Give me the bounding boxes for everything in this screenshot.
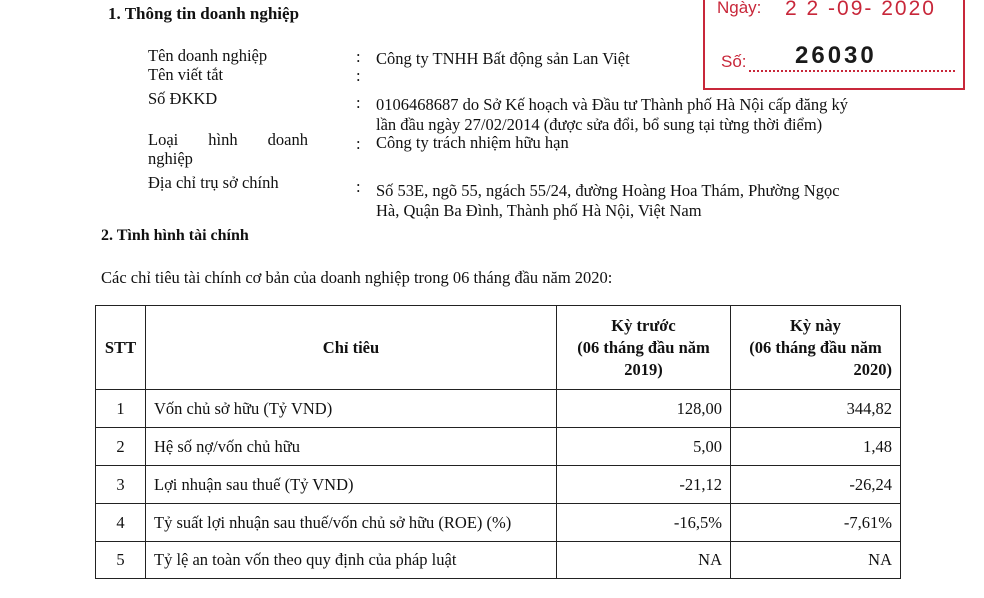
header-stt: STT: [96, 306, 146, 390]
cell-indicator: Hệ số nợ/vốn chủ hữu: [146, 428, 557, 466]
header-indicator: Chỉ tiêu: [146, 306, 557, 390]
table-row: [96, 504, 901, 542]
field-label-short-name: Tên viết tắt: [148, 65, 224, 84]
stamp-number-label: Số:: [721, 52, 747, 71]
field-colon: :: [356, 66, 361, 85]
header-curr-line3: 2020): [853, 359, 892, 379]
cell-previous: 5,00: [557, 428, 731, 466]
header-previous-period: [557, 306, 731, 390]
header-curr-line2: (06 tháng đầu năm: [749, 337, 882, 357]
header-current-period: [731, 306, 901, 390]
section-1-heading: 1. Thông tin doanh nghiệp: [108, 4, 300, 23]
cell-indicator: Tỷ suất lợi nhuận sau thuế/vốn chủ sở hữu (ROE) (%): [146, 504, 557, 542]
table-row: [96, 390, 901, 428]
header-prev-line3: 2019): [624, 359, 663, 379]
cell-current: 344,82: [731, 390, 901, 428]
cell-indicator: Lợi nhuận sau thuế (Tỷ VND): [146, 466, 557, 504]
table-header-row: [96, 306, 901, 390]
field-label-business-reg: Số ĐKKD: [148, 89, 218, 108]
field-value-business-reg-line2: lần đầu ngày 27/02/2014 (được sửa đổi, bổ sung tại từng thời điểm): [376, 115, 823, 134]
field-label-company-name: Tên doanh nghiệp: [148, 46, 268, 65]
received-stamp: [703, 0, 965, 90]
cell-current: 1,48: [731, 428, 901, 466]
cell-current: NA: [731, 542, 901, 579]
cell-stt: 5: [96, 542, 146, 579]
cell-stt: 1: [96, 390, 146, 428]
field-colon: :: [356, 177, 361, 196]
cell-indicator: Vốn chủ sở hữu (Tỷ VND): [146, 390, 557, 428]
header-curr-line1: Kỳ này: [790, 315, 841, 335]
cell-stt: 4: [96, 504, 146, 542]
field-colon: :: [356, 93, 361, 112]
field-value-company-name: Công ty TNHH Bất động sản Lan Việt: [376, 49, 630, 68]
cell-stt: 3: [96, 466, 146, 504]
field-label-headquarters: Địa chỉ trụ sở chính: [148, 173, 279, 192]
cell-indicator: Tỷ lệ an toàn vốn theo quy định của pháp luật: [146, 542, 557, 579]
section-2-heading: 2. Tình hình tài chính: [101, 227, 249, 244]
field-colon: :: [356, 47, 361, 66]
header-prev-line2: (06 tháng đầu năm: [577, 337, 710, 357]
cell-stt: 2: [96, 428, 146, 466]
stamp-number-value: 26030: [795, 42, 877, 69]
field-label-company-type: Loại hình doanh: [148, 130, 308, 149]
field-value-business-reg-line1: 0106468687 do Sở Kế hoạch và Đầu tư Thành phố Hà Nội cấp đăng ký: [376, 95, 848, 114]
cell-previous: -21,12: [557, 466, 731, 504]
table-row: [96, 428, 901, 466]
cell-previous: -16,5%: [557, 504, 731, 542]
stamp-date-label: Ngày:: [717, 0, 762, 17]
cell-previous: NA: [557, 542, 731, 579]
cell-current: -7,61%: [731, 504, 901, 542]
financial-table: [95, 305, 901, 579]
field-value-company-type: Công ty trách nhiệm hữu hạn: [376, 133, 569, 152]
cell-previous: 128,00: [557, 390, 731, 428]
stamp-date-value: 2 2 -09- 2020: [785, 0, 936, 20]
field-colon: :: [356, 134, 361, 153]
table-row: [96, 466, 901, 504]
stamp-dotted-line: [749, 70, 955, 72]
field-value-headquarters-line1: Số 53E, ngõ 55, ngách 55/24, đường Hoàng Hoa Thám, Phường Ngọc: [376, 181, 840, 200]
field-label-company-type-line2: nghiệp: [148, 149, 193, 168]
financial-intro-text: Các chỉ tiêu tài chính cơ bản của doanh nghiệp trong 06 tháng đầu năm 2020:: [101, 268, 613, 287]
table-row: [96, 542, 901, 579]
cell-current: -26,24: [731, 466, 901, 504]
field-value-headquarters-line2: Hà, Quận Ba Đình, Thành phố Hà Nội, Việt Nam: [376, 201, 702, 220]
header-prev-line1: Kỳ trước: [611, 315, 676, 335]
